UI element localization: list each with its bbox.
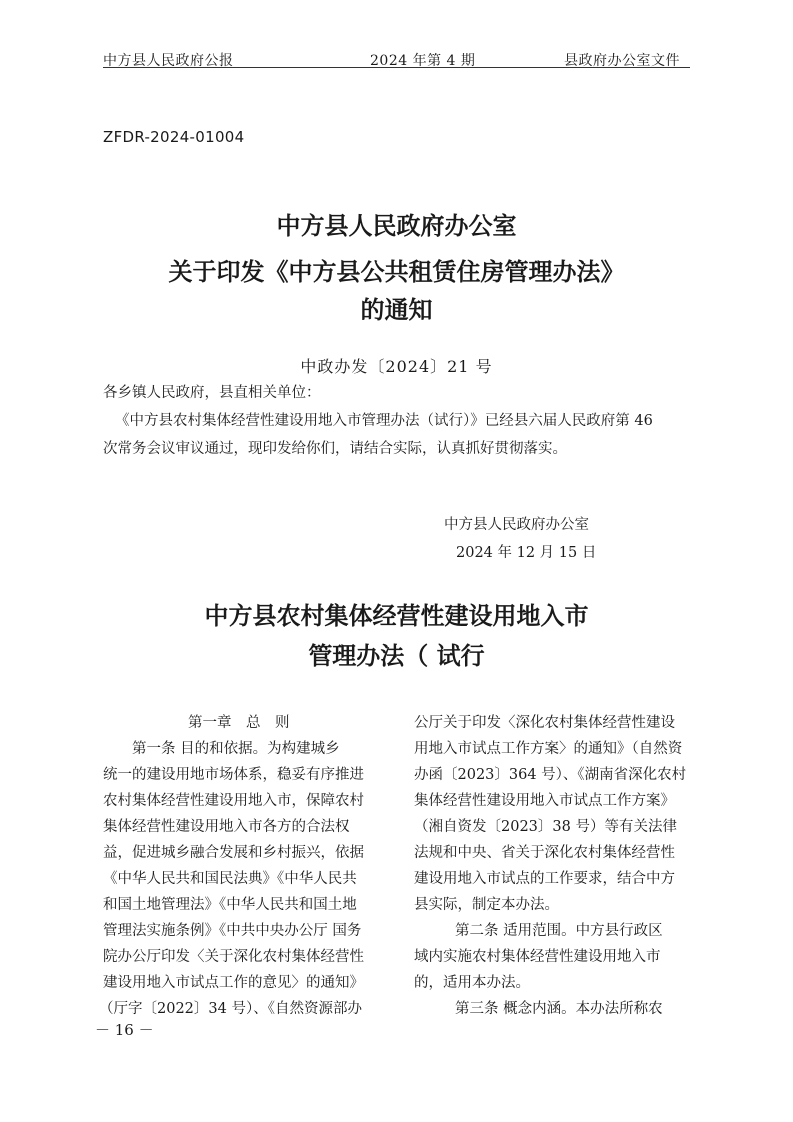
right-column-line: 用地入市试点工作方案〉的通知》（自然资 — [414, 741, 683, 757]
header-right: 县政府办公室文件 — [564, 53, 680, 69]
left-column-line: 益，促进城乡融合发展和乡村振兴，依据 — [103, 845, 364, 861]
left-column-line: 和国土地管理法》《中华人民共和国土地 — [103, 897, 357, 913]
header-rule — [103, 67, 690, 68]
right-column-line: 第三条 概念内涵。本办法所称农 — [455, 1001, 663, 1017]
measure-title-line-1: 中方县农村集体经营性建设用地入市 — [204, 601, 589, 630]
notice-title-line-3: 的通知 — [360, 295, 433, 324]
header-left: 中方县人民政府公报 — [103, 53, 234, 69]
notice-title-line-1: 中方县人民政府办公室 — [276, 211, 517, 240]
left-column-line: 统一的建设用地市场体系，稳妥有序推进 — [103, 767, 364, 783]
signature-date: 2024 年 12 月 15 日 — [456, 545, 597, 561]
body-line-2: 次常务会议审议通过，现印发给你们，请结合实际，认真抓好贯彻落实。 — [103, 441, 567, 457]
left-column-line: （厅字〔2022〕34 号）、《自然资源部办 — [99, 1001, 362, 1017]
signature-org: 中方县人民政府办公室 — [444, 517, 589, 533]
salutation: 各乡镇人民政府，县直相关单位： — [103, 385, 321, 401]
left-column-line: 《中华人民共和国民法典》《中华人民共 — [103, 871, 357, 887]
right-column-line: 公厅关于印发〈深化农村集体经营性建设 — [414, 715, 675, 731]
body-line-1: 《中方县农村集体经营性建设用地入市管理办法（试行）》已经县六届人民政府第 46 — [115, 413, 653, 429]
left-column-line: 农村集体经营性建设用地入市，保障农村 — [103, 793, 364, 809]
notice-title-line-2: 关于印发《中方县公共租赁住房管理办法》 — [168, 257, 625, 286]
right-column-line: （湘自资发〔2023〕38 号）等有关法律 — [414, 819, 677, 835]
left-column-line: 第一条 目的和依据。为构建城乡 — [132, 741, 340, 757]
right-column-line: 域内实施农村集体经营性建设用地入市 — [414, 949, 661, 965]
right-column-line: 县实际，制定本办法。 — [414, 897, 559, 913]
measure-title-line-2: 管理办法（ 试行 — [308, 641, 485, 670]
right-column-line: 办函〔2023〕364 号）、《湖南省深化农村 — [414, 767, 687, 783]
page-number: － 16 － — [95, 1021, 154, 1039]
right-column-line: 的，适用本办法。 — [414, 975, 530, 991]
left-column-line: 管理法实施条例》《中共中央办公厅 国务 — [103, 923, 362, 939]
left-column-line: 建设用地入市试点工作的意见〉的通知》 — [103, 975, 364, 991]
document-id: ZFDR-2024-01004 — [103, 128, 245, 146]
document-number: 中政办发〔2024〕21 号 — [300, 357, 493, 376]
chapter-heading: 第一章 总 则 — [188, 715, 290, 731]
left-column-line: 集体经营性建设用地入市各方的合法权 — [103, 819, 350, 835]
left-column-line: 院办公厅印发〈关于深化农村集体经营性 — [103, 949, 364, 965]
right-column-line: 法规和中央、省关于深化农村集体经营性 — [414, 845, 675, 861]
right-column-line: 建设用地入市试点的工作要求，结合中方 — [414, 871, 675, 887]
header-center: 2024 年第 4 期 — [370, 53, 476, 69]
right-column-line: 集体经营性建设用地入市试点工作方案》 — [414, 793, 675, 809]
right-column-line: 第二条 适用范围。中方县行政区 — [455, 923, 663, 939]
